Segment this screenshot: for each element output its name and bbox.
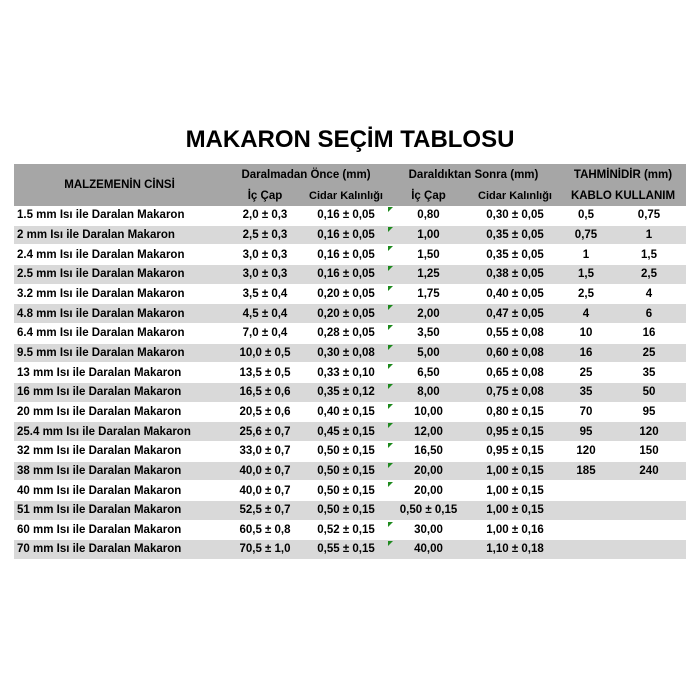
cell-before-wall-thickness (305, 363, 387, 383)
cell-before-inner-diameter (225, 481, 305, 501)
cell-before-wall-thickness (305, 403, 387, 423)
excel-error-triangle-icon (388, 482, 393, 487)
cell-after-inner-diameter (387, 245, 470, 265)
cell-cable-min-text: 185 (576, 464, 596, 477)
excel-error-triangle-icon (388, 522, 393, 527)
excel-error-triangle-icon (388, 463, 393, 468)
cell-cable-min (560, 501, 612, 521)
cell-before-wall-thickness-text: 0,20 ± 0,05 (317, 307, 375, 320)
cell-after-inner-diameter (387, 265, 470, 285)
cell-before-wall-thickness (305, 304, 387, 324)
cell-before-inner-diameter (225, 442, 305, 462)
excel-error-triangle-icon (388, 404, 393, 409)
cell-before-wall-thickness (305, 383, 387, 403)
page-title: MAKARON SEÇİM TABLOSU (185, 126, 515, 153)
cell-before-inner-diameter-text: 25,6 ± 0,7 (239, 425, 291, 438)
cell-cable-min (560, 304, 612, 324)
cell-after-inner-diameter-text: 8,00 (417, 386, 440, 399)
excel-error-triangle-icon (388, 286, 393, 291)
cell-cable-max-text: 0,75 (637, 209, 661, 222)
cell-before-wall-thickness (305, 462, 387, 482)
cell-material (14, 265, 225, 285)
cell-cable-min-text: 0,5 (578, 209, 594, 222)
cell-cable-max-text: 150 (639, 445, 659, 458)
cell-before-wall-thickness (305, 481, 387, 501)
excel-error-triangle-icon (388, 364, 393, 369)
cell-after-inner-diameter (387, 501, 470, 521)
cell-cable-max (612, 206, 686, 226)
cell-before-inner-diameter (225, 226, 305, 246)
cell-cable-max-text: 240 (639, 464, 659, 477)
cell-after-inner-diameter-text: 1,25 (417, 268, 440, 281)
cell-before-wall-thickness (305, 324, 387, 344)
cell-after-wall-thickness (470, 206, 560, 226)
cell-after-wall-thickness-text: 0,95 ± 0,15 (486, 445, 544, 458)
cell-before-inner-diameter (225, 383, 305, 403)
cell-before-wall-thickness (305, 540, 387, 560)
cell-before-wall-thickness (305, 442, 387, 462)
cell-material-text: 60 mm Isı ile Daralan Makaron (17, 523, 182, 536)
cell-cable-min-text: 0,75 (574, 228, 598, 241)
cell-before-inner-diameter (225, 521, 305, 541)
cell-after-wall-thickness (470, 540, 560, 560)
cell-material-text: 13 mm Isı ile Daralan Makaron (17, 366, 182, 379)
excel-error-triangle-icon (388, 325, 393, 330)
cell-after-inner-diameter (387, 481, 470, 501)
cell-after-inner-diameter (387, 285, 470, 305)
header-before-shrink-group: Daralmadan Önce (mm) (225, 164, 387, 185)
cell-material (14, 245, 225, 265)
cell-before-inner-diameter-text: 13,5 ± 0,5 (239, 366, 291, 379)
cell-material (14, 383, 225, 403)
cell-before-inner-diameter-text: 10,0 ± 0,5 (239, 346, 291, 359)
cell-before-wall-thickness-text: 0,55 ± 0,15 (317, 543, 375, 556)
cell-after-wall-thickness (470, 462, 560, 482)
cell-material-text: 16 mm Isı ile Daralan Makaron (17, 386, 182, 399)
cell-after-wall-thickness-text: 1,00 ± 0,15 (486, 484, 544, 497)
cell-material-text: 2.5 mm Isı ile Daralan Makaron (17, 268, 185, 281)
cell-after-wall-thickness (470, 304, 560, 324)
cell-material-text: 32 mm Isı ile Daralan Makaron (17, 445, 182, 458)
cell-after-inner-diameter (387, 422, 470, 442)
cell-after-wall-thickness (470, 403, 560, 423)
cell-after-wall-thickness-text: 0,95 ± 0,15 (486, 425, 544, 438)
cell-material (14, 206, 225, 226)
cell-after-inner-diameter-text: 20,00 (414, 464, 443, 477)
cell-before-inner-diameter (225, 540, 305, 560)
cell-before-wall-thickness (305, 265, 387, 285)
cell-after-wall-thickness-text: 0,38 ± 0,05 (486, 268, 544, 281)
cell-material-text: 51 mm Isı ile Daralan Makaron (17, 504, 182, 517)
cell-cable-max-text: 25 (642, 346, 656, 359)
cell-after-wall-thickness (470, 481, 560, 501)
cell-cable-max-text: 50 (642, 386, 656, 399)
excel-error-triangle-icon (388, 423, 393, 428)
cell-material (14, 540, 225, 560)
cell-before-inner-diameter (225, 304, 305, 324)
cell-before-inner-diameter (225, 265, 305, 285)
cell-material (14, 304, 225, 324)
header-after-wall-thickness: Cidar Kalınlığı (470, 185, 560, 206)
cell-cable-max (612, 462, 686, 482)
cell-before-inner-diameter-text: 3,0 ± 0,3 (242, 248, 288, 261)
cell-after-wall-thickness (470, 383, 560, 403)
excel-error-triangle-icon (388, 266, 393, 271)
cell-cable-min (560, 442, 612, 462)
cell-after-wall-thickness (470, 363, 560, 383)
cell-before-inner-diameter-text: 52,5 ± 0,7 (239, 504, 291, 517)
cell-after-wall-thickness-text: 0,35 ± 0,05 (486, 228, 544, 241)
excel-error-triangle-icon (388, 384, 393, 389)
cell-before-wall-thickness-text: 0,50 ± 0,15 (317, 445, 375, 458)
cell-cable-min (560, 383, 612, 403)
cell-after-inner-diameter (387, 324, 470, 344)
cell-cable-min-text: 25 (579, 366, 593, 379)
cell-before-wall-thickness (305, 245, 387, 265)
cell-before-wall-thickness (305, 285, 387, 305)
cell-after-wall-thickness (470, 245, 560, 265)
cell-material-text: 20 mm Isı ile Daralan Makaron (17, 405, 182, 418)
cell-cable-max (612, 324, 686, 344)
cell-cable-max (612, 521, 686, 541)
cell-after-inner-diameter (387, 344, 470, 364)
cell-after-inner-diameter (387, 206, 470, 226)
cell-after-wall-thickness-text: 1,00 ± 0,15 (486, 464, 544, 477)
cell-cable-max (612, 304, 686, 324)
cell-after-inner-diameter-text: 3,50 (417, 327, 440, 340)
cell-after-wall-thickness-text: 0,40 ± 0,05 (486, 287, 544, 300)
cell-after-wall-thickness (470, 422, 560, 442)
cell-before-wall-thickness (305, 422, 387, 442)
selection-table (14, 164, 686, 560)
cell-after-wall-thickness-text: 0,30 ± 0,05 (486, 209, 544, 222)
cell-before-inner-diameter (225, 324, 305, 344)
cell-material (14, 521, 225, 541)
cell-after-wall-thickness (470, 285, 560, 305)
cell-before-inner-diameter-text: 2,5 ± 0,3 (242, 228, 288, 241)
cell-cable-max-text: 1,5 (641, 248, 657, 261)
cell-material (14, 442, 225, 462)
cell-cable-min (560, 265, 612, 285)
cell-after-inner-diameter (387, 521, 470, 541)
cell-cable-min (560, 540, 612, 560)
cell-before-inner-diameter-text: 60,5 ± 0,8 (239, 523, 291, 536)
cell-cable-max (612, 422, 686, 442)
cell-material (14, 481, 225, 501)
cell-cable-min (560, 285, 612, 305)
cell-before-wall-thickness (305, 521, 387, 541)
excel-error-triangle-icon (388, 246, 393, 251)
cell-cable-max (612, 501, 686, 521)
cell-after-wall-thickness-text: 0,60 ± 0,08 (486, 346, 544, 359)
excel-error-triangle-icon (388, 345, 393, 350)
excel-error-triangle-icon (388, 541, 393, 546)
cell-cable-min (560, 226, 612, 246)
cell-after-wall-thickness (470, 442, 560, 462)
cell-cable-max-text: 4 (645, 287, 653, 300)
cell-cable-max-text: 35 (642, 366, 656, 379)
cell-before-inner-diameter (225, 245, 305, 265)
cell-before-inner-diameter (225, 462, 305, 482)
cell-cable-max (612, 363, 686, 383)
cell-material-text: 6.4 mm Isı ile Daralan Makaron (17, 327, 185, 340)
cell-after-inner-diameter-text: 6,50 (417, 366, 440, 379)
cell-cable-max-text: 95 (642, 405, 656, 418)
cell-before-wall-thickness-text: 0,16 ± 0,05 (317, 268, 375, 281)
cell-material-text: 40 mm Isı ile Daralan Makaron (17, 484, 182, 497)
cell-after-inner-diameter-text: 0,80 (417, 209, 440, 222)
cell-after-inner-diameter (387, 442, 470, 462)
cell-after-inner-diameter-text: 5,00 (417, 346, 440, 359)
cell-cable-max (612, 285, 686, 305)
cell-cable-min-text: 1 (582, 248, 590, 261)
cell-material-text: 38 mm Isı ile Daralan Makaron (17, 464, 182, 477)
cell-before-wall-thickness-text: 0,16 ± 0,05 (317, 228, 375, 241)
cell-material-text: 9.5 mm Isı ile Daralan Makaron (17, 346, 185, 359)
cell-after-wall-thickness-text: 1,10 ± 0,18 (486, 543, 544, 556)
cell-before-inner-diameter-text: 20,5 ± 0,6 (239, 405, 291, 418)
cell-before-inner-diameter (225, 206, 305, 226)
cell-after-inner-diameter (387, 462, 470, 482)
cell-cable-min (560, 245, 612, 265)
header-before-inner-diameter: İç Çap (225, 185, 305, 206)
cell-cable-max-text: 1 (645, 228, 653, 241)
cell-after-wall-thickness (470, 226, 560, 246)
cell-cable-max (612, 403, 686, 423)
cell-before-wall-thickness-text: 0,50 ± 0,15 (317, 484, 375, 497)
cell-before-wall-thickness-text: 0,50 ± 0,15 (317, 504, 375, 517)
cell-cable-min-text: 120 (576, 445, 596, 458)
header-estimate-group: TAHMİNİDİR (mm) (560, 164, 686, 185)
cell-after-inner-diameter (387, 363, 470, 383)
cell-before-inner-diameter (225, 344, 305, 364)
header-after-inner-diameter: İç Çap (387, 185, 470, 206)
cell-material-text: 2.4 mm Isı ile Daralan Makaron (17, 248, 185, 261)
cell-after-wall-thickness-text: 0,55 ± 0,08 (486, 327, 544, 340)
cell-cable-min (560, 422, 612, 442)
cell-cable-min (560, 481, 612, 501)
cell-cable-max-text: 6 (645, 307, 653, 320)
cell-after-wall-thickness-text: 0,80 ± 0,15 (486, 405, 544, 418)
cell-before-wall-thickness-text: 0,52 ± 0,15 (317, 523, 375, 536)
cell-after-wall-thickness-text: 0,35 ± 0,05 (486, 248, 544, 261)
cell-cable-max (612, 245, 686, 265)
cell-after-wall-thickness (470, 344, 560, 364)
cell-material-text: 1.5 mm Isı ile Daralan Makaron (17, 209, 185, 222)
cell-cable-min-text: 10 (579, 327, 593, 340)
cell-after-inner-diameter (387, 403, 470, 423)
cell-before-inner-diameter-text: 33,0 ± 0,7 (239, 445, 291, 458)
cell-before-wall-thickness-text: 0,45 ± 0,15 (317, 425, 375, 438)
cell-cable-min-text: 35 (579, 386, 593, 399)
excel-error-triangle-icon (388, 305, 393, 310)
cell-material-text: 3.2 mm Isı ile Daralan Makaron (17, 287, 185, 300)
cell-before-wall-thickness (305, 344, 387, 364)
cell-before-inner-diameter (225, 422, 305, 442)
cell-cable-min (560, 462, 612, 482)
cell-material (14, 324, 225, 344)
cell-after-wall-thickness-text: 1,00 ± 0,15 (486, 504, 544, 517)
cell-after-inner-diameter-text: 20,00 (414, 484, 443, 497)
header-before-wall-thickness: Cidar Kalınlığı (305, 185, 387, 206)
cell-after-wall-thickness (470, 521, 560, 541)
cell-after-wall-thickness-text: 0,65 ± 0,08 (486, 366, 544, 379)
cell-after-inner-diameter-text: 30,00 (414, 523, 443, 536)
cell-before-inner-diameter (225, 363, 305, 383)
cell-material (14, 226, 225, 246)
cell-material (14, 285, 225, 305)
cell-after-inner-diameter (387, 304, 470, 324)
cell-cable-min (560, 403, 612, 423)
cell-material (14, 501, 225, 521)
cell-after-inner-diameter (387, 226, 470, 246)
cell-after-inner-diameter-text: 1,00 (417, 228, 440, 241)
cell-material (14, 363, 225, 383)
cell-cable-min-text: 1,5 (578, 268, 594, 281)
cell-before-inner-diameter-text: 2,0 ± 0,3 (242, 209, 288, 222)
cell-cable-max (612, 226, 686, 246)
cell-after-wall-thickness (470, 324, 560, 344)
cell-cable-min-text: 16 (579, 346, 593, 359)
cell-cable-min-text: 2,5 (578, 287, 594, 300)
cell-cable-min (560, 521, 612, 541)
cell-before-inner-diameter (225, 403, 305, 423)
cell-before-wall-thickness (305, 501, 387, 521)
cell-before-wall-thickness-text: 0,30 ± 0,08 (317, 346, 375, 359)
cell-after-wall-thickness-text: 0,75 ± 0,08 (486, 386, 544, 399)
cell-after-inner-diameter (387, 540, 470, 560)
cell-cable-min (560, 344, 612, 364)
header-cable-usage: KABLO KULLANIM (560, 185, 686, 206)
cell-cable-max-text: 16 (642, 327, 656, 340)
cell-material (14, 422, 225, 442)
cell-material-text: 2 mm Isı ile Daralan Makaron (17, 228, 175, 241)
excel-error-triangle-icon (388, 443, 393, 448)
cell-before-inner-diameter-text: 40,0 ± 0,7 (239, 484, 291, 497)
cell-before-wall-thickness-text: 0,20 ± 0,05 (317, 287, 375, 300)
cell-before-wall-thickness-text: 0,33 ± 0,10 (317, 366, 375, 379)
cell-after-inner-diameter-text: 1,50 (417, 248, 440, 261)
cell-after-inner-diameter-text: 0,50 ± 0,15 (399, 504, 458, 517)
excel-error-triangle-icon (388, 227, 393, 232)
cell-cable-max (612, 265, 686, 285)
cell-before-wall-thickness-text: 0,40 ± 0,15 (317, 405, 375, 418)
cell-cable-max-text: 2,5 (641, 268, 657, 281)
cell-cable-min (560, 324, 612, 344)
cell-after-wall-thickness-text: 1,00 ± 0,16 (486, 523, 544, 536)
cell-before-inner-diameter-text: 4,5 ± 0,4 (242, 307, 288, 320)
cell-cable-max (612, 481, 686, 501)
cell-before-inner-diameter-text: 40,0 ± 0,7 (239, 464, 291, 477)
cell-before-wall-thickness-text: 0,16 ± 0,05 (317, 248, 375, 261)
cell-material (14, 403, 225, 423)
cell-cable-max (612, 344, 686, 364)
cell-before-inner-diameter (225, 501, 305, 521)
cell-before-inner-diameter-text: 7,0 ± 0,4 (242, 327, 288, 340)
cell-material (14, 462, 225, 482)
cell-cable-max (612, 442, 686, 462)
excel-error-triangle-icon (388, 207, 393, 212)
cell-before-wall-thickness-text: 0,16 ± 0,05 (317, 209, 375, 222)
cell-material-text: 70 mm Isı ile Daralan Makaron (17, 543, 182, 556)
cell-cable-min-text: 4 (582, 307, 590, 320)
cell-cable-min-text: 95 (579, 425, 593, 438)
cell-cable-min (560, 206, 612, 226)
cell-after-inner-diameter-text: 1,75 (417, 287, 440, 300)
cell-before-wall-thickness-text: 0,50 ± 0,15 (317, 464, 375, 477)
cell-before-inner-diameter-text: 3,0 ± 0,3 (242, 268, 288, 281)
cell-cable-max (612, 383, 686, 403)
cell-after-inner-diameter (387, 383, 470, 403)
cell-material (14, 344, 225, 364)
cell-cable-min-text: 70 (579, 405, 593, 418)
header-material: MALZEMENİN CİNSİ (14, 164, 225, 206)
cell-after-wall-thickness (470, 501, 560, 521)
cell-before-wall-thickness (305, 226, 387, 246)
cell-material-text: 4.8 mm Isı ile Daralan Makaron (17, 307, 185, 320)
cell-before-wall-thickness-text: 0,28 ± 0,05 (317, 327, 375, 340)
cell-cable-max (612, 540, 686, 560)
header-after-shrink-group: Daraldıktan Sonra (mm) (387, 164, 560, 185)
cell-cable-max-text: 120 (639, 425, 659, 438)
cell-before-inner-diameter-text: 3,5 ± 0,4 (242, 287, 288, 300)
cell-before-inner-diameter-text: 16,5 ± 0,6 (239, 386, 291, 399)
cell-material-text: 25.4 mm Isı ile Daralan Makaron (17, 425, 191, 438)
cell-after-wall-thickness (470, 265, 560, 285)
cell-before-wall-thickness-text: 0,35 ± 0,12 (317, 386, 375, 399)
cell-before-inner-diameter-text: 70,5 ± 1,0 (239, 543, 291, 556)
cell-after-wall-thickness-text: 0,47 ± 0,05 (486, 307, 544, 320)
cell-cable-min (560, 363, 612, 383)
cell-before-wall-thickness (305, 206, 387, 226)
cell-after-inner-diameter-text: 40,00 (414, 543, 443, 556)
cell-before-inner-diameter (225, 285, 305, 305)
cell-after-inner-diameter-text: 12,00 (414, 425, 443, 438)
cell-after-inner-diameter-text: 10,00 (414, 405, 443, 418)
cell-after-inner-diameter-text: 2,00 (417, 307, 440, 320)
cell-after-inner-diameter-text: 16,50 (414, 445, 443, 458)
